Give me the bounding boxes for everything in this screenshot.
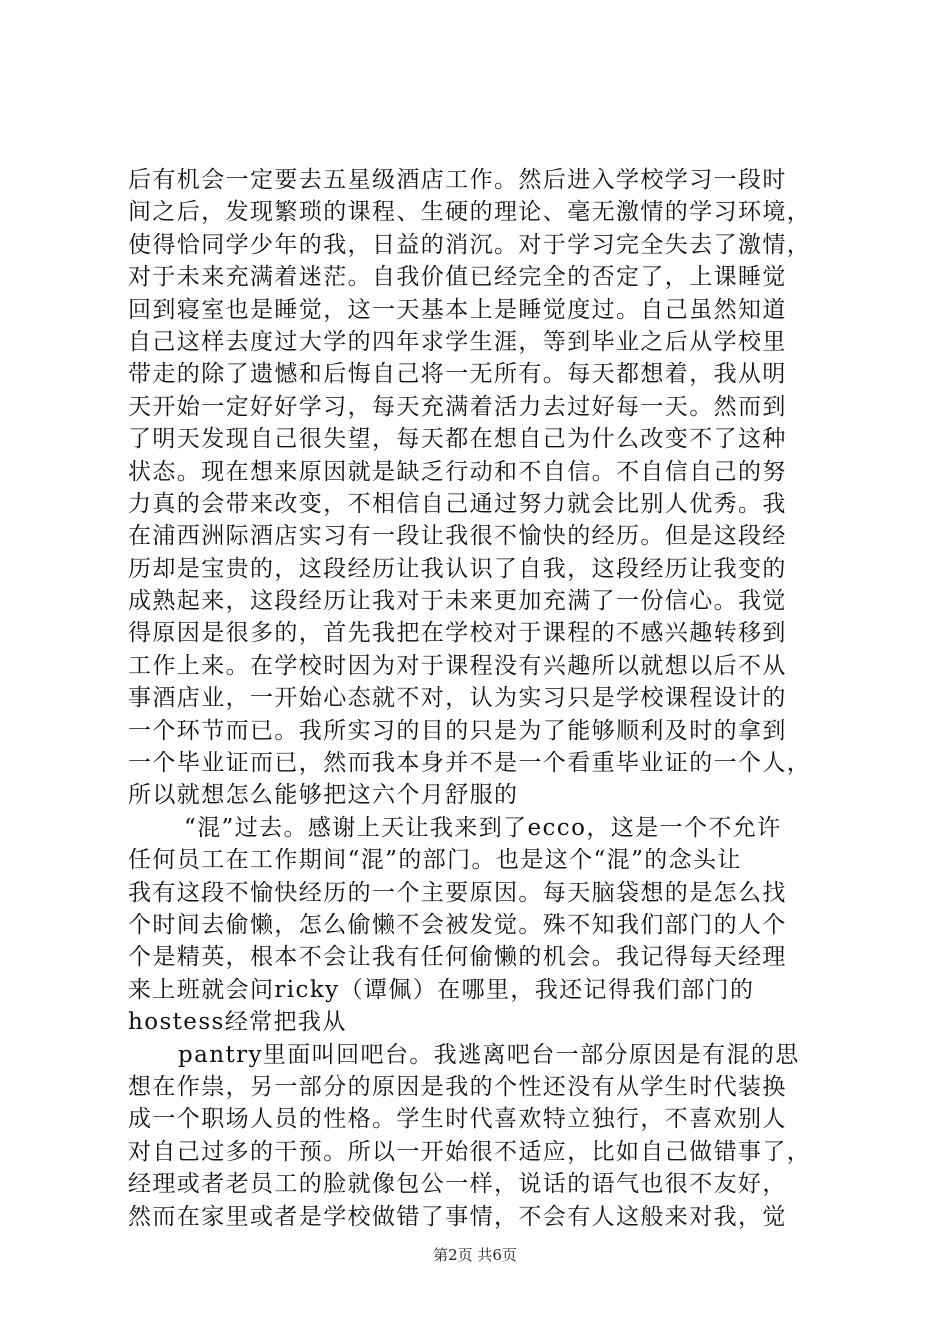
body-text (128, 164, 828, 1233)
text-line: 带走的除了遗憾和后悔自己将一无所有。每天都想着，我从明 (128, 361, 787, 388)
text-line: 历却是宝贵的，这段经历让我认识了自我，这段经历让我变的 (128, 555, 787, 582)
text-line: 对于未来充满着迷茫。自我价值已经完全的否定了，上课睡觉 (128, 264, 787, 291)
text-line: 经理或者老员工的脸就像包公一样，说话的语气也很不友好， (128, 1171, 787, 1198)
text-line: 个时间去偷懒，怎么偷懒不会被发觉。殊不知我们部门的人个 (128, 911, 787, 938)
text-line: 状态。现在想来原因就是缺乏行动和不自信。不自信自己的努 (128, 458, 787, 485)
text-line: 事酒店业，一开始心态就不对，认为实习只是学校课程设计的 (128, 685, 787, 712)
text-line: 天开始一定好好学习，每天充满着活力去过好每一天。然而到 (128, 393, 787, 420)
text-line: “混”过去。感谢上天让我来到了ecco，这是一个不允许 (184, 814, 782, 841)
text-line: pantry里面叫回吧台。我逃离吧台一部分原因是有混的思 (178, 1041, 800, 1068)
text-line: 回到寝室也是睡觉，这一天基本上是睡觉度过。自己虽然知道 (128, 296, 787, 323)
text-line: 工作上来。在学校时因为对于课程没有兴趣所以就想以后不从 (128, 652, 787, 679)
text-line: 个是精英，根本不会让我有任何偷懒的机会。我记得每天经理 (128, 944, 787, 971)
text-line: 成一个职场人员的性格。学生时代喜欢特立独行，不喜欢别人 (128, 1106, 787, 1133)
text-line: 自己这样去度过大学的四年求学生涯，等到毕业之后从学校里 (128, 328, 787, 355)
text-line: 使得恰同学少年的我，日益的消沉。对于学习完全失去了激情， (128, 231, 812, 258)
text-line: 得原因是很多的，首先我把在学校对于课程的不感兴趣转移到 (128, 620, 787, 647)
text-line: 所以就想怎么能够把这六个月舒服的 (128, 782, 519, 809)
text-line: 想在作祟，另一部分的原因是我的个性还没有从学生时代装换 (128, 1073, 787, 1100)
text-line: 后有机会一定要去五星级酒店工作。然后进入学校学习一段时 (128, 167, 787, 193)
text-line: 成熟起来，这段经历让我对于未来更加充满了一份信心。我觉 (128, 588, 787, 615)
text-line: 力真的会带来改变，不相信自己通过努力就会比别人优秀。我 (128, 490, 787, 517)
text-line: 间之后，发现繁琐的课程、生硬的理论、毫无激情的学习环境， (128, 199, 812, 226)
text-line: hostess经常把我从 (128, 1009, 347, 1036)
text-line: 一个环节而已。我所实习的目的只是为了能够顺利及时的拿到 (128, 717, 787, 744)
text-line: 在浦西洲际酒店实习有一段让我很不愉快的经历。但是这段经 (128, 523, 787, 550)
text-line: 任何员工在工作期间“混”的部门。也是这个“混”的念头让 (128, 847, 742, 874)
text-line: 了明天发现自己很失望，每天都在想自己为什么改变不了这种 (128, 426, 787, 453)
text-line: 我有这段不愉快经历的一个主要原因。每天脑袋想的是怎么找 (128, 879, 787, 906)
text-line: 一个毕业证而已，然而我本身并不是一个看重毕业证的一个人， (128, 750, 812, 777)
page-footer (0, 1244, 950, 1265)
text-line: 然而在家里或者是学校做错了事情，不会有人这般来对我，觉 (128, 1203, 787, 1230)
text-line: 来上班就会问ricky（谭佩）在哪里，我还记得我们部门的 (128, 976, 755, 1003)
page-number-label: 第2页 共6页 (433, 1246, 517, 1264)
text-line: 对自己过多的干预。所以一开始很不适应，比如自己做错事了， (128, 1138, 812, 1165)
